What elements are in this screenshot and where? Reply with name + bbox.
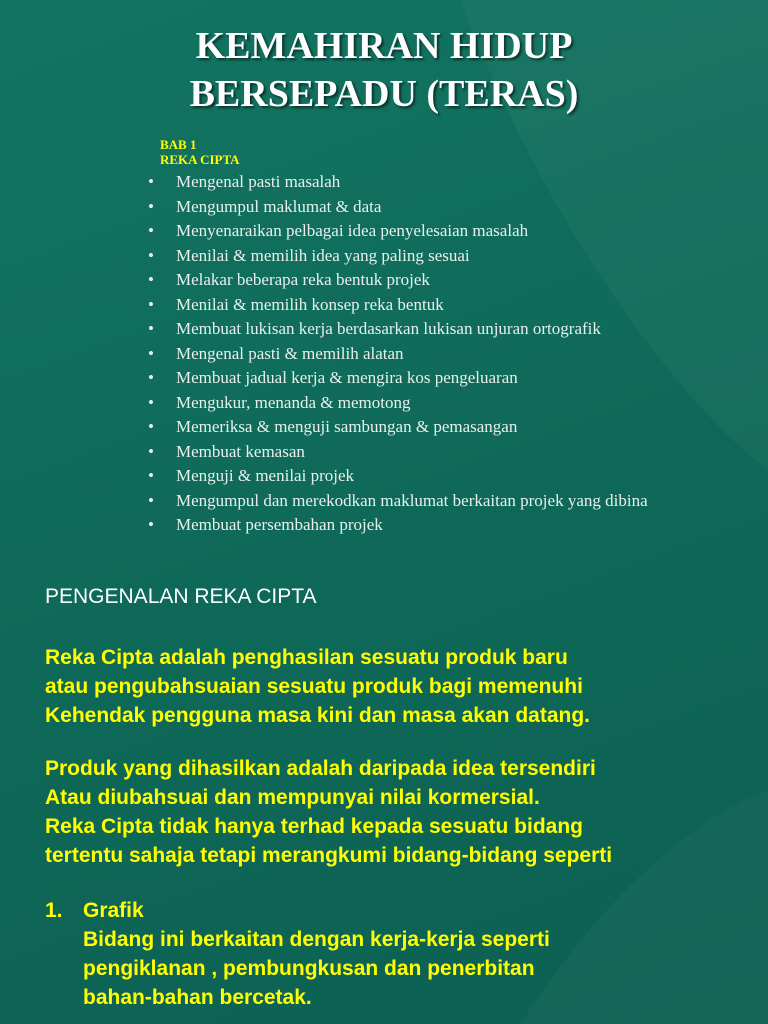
chapter-number: BAB 1	[160, 137, 197, 152]
bullet-item	[148, 345, 708, 363]
bullet-dot-icon: •	[148, 441, 154, 461]
bullet-dot-icon: •	[148, 172, 154, 191]
bullet-dot-icon: •	[148, 294, 154, 314]
step-list	[148, 173, 708, 541]
bullet-dot-icon: •	[148, 368, 154, 387]
intro-paragraph	[45, 643, 745, 730]
title-line-1: KEMAHIRAN HIDUP	[195, 25, 573, 67]
bullet-item	[148, 467, 708, 485]
bullet-text: Mengenal pasti & memilih alatan	[176, 343, 404, 363]
bullet-item	[148, 443, 708, 461]
bullet-item	[148, 198, 708, 216]
item-description-line: pengiklanan , pembungkusan dan penerbitan	[83, 957, 535, 980]
bullet-text: Membuat jadual kerja & mengira kos pengeluaran	[176, 368, 518, 387]
section-heading: PENGENALAN REKA CIPTA	[45, 585, 317, 608]
bullet-dot-icon: •	[148, 319, 154, 338]
bullet-text: Memeriksa & menguji sambungan & pemasangan	[176, 417, 518, 436]
paragraph-line: tertentu sahaja tetapi merangkumi bidang-bidang seperti	[45, 844, 613, 867]
bullet-text: Mengukur, menanda & memotong	[176, 392, 411, 412]
bullet-dot-icon: •	[148, 417, 154, 436]
bullet-item	[148, 369, 708, 387]
paragraph-line: Atau diubahsuai dan mempunyai nilai kormersial.	[45, 786, 540, 809]
paragraph-line: Kehendak pengguna masa kini dan masa akan datang.	[45, 704, 590, 727]
product-paragraph	[45, 754, 745, 870]
item-description-line: Bidang ini berkaitan dengan kerja-kerja seperti	[83, 928, 550, 951]
bullet-text: Menyenaraikan pelbagai idea penyelesaian masalah	[176, 221, 529, 240]
chapter-name: REKA CIPTA	[160, 152, 240, 167]
bullet-text: Mengumpul dan merekodkan maklumat berkaitan projek yang dibina	[176, 490, 648, 510]
bullet-item	[148, 222, 708, 240]
bullet-item	[148, 394, 708, 412]
bullet-text: Menilai & memilih idea yang paling sesuai	[176, 245, 470, 265]
bullet-text: Menilai & memilih konsep reka bentuk	[176, 294, 444, 314]
paragraph-line: atau pengubahsuaian sesuatu produk bagi memenuhi	[45, 675, 583, 698]
bullet-text: Membuat kemasan	[176, 441, 305, 461]
bullet-item	[148, 516, 708, 534]
bullet-text: Membuat lukisan kerja berdasarkan lukisan unjuran ortografik	[176, 319, 601, 338]
bullet-item	[148, 320, 708, 338]
numbered-item-grafik	[45, 896, 745, 1012]
item-title: Grafik	[83, 899, 144, 922]
bullet-text: Mengumpul maklumat & data	[176, 196, 382, 216]
title-line-2: BERSEPADU (TERAS)	[189, 73, 579, 115]
bullet-item	[148, 247, 708, 265]
chapter-label	[160, 137, 240, 167]
bullet-dot-icon: •	[148, 270, 154, 289]
bullet-dot-icon: •	[148, 392, 154, 412]
item-description-line: bahan-bahan bercetak.	[83, 986, 312, 1009]
bullet-item	[148, 173, 708, 191]
bullet-text: Membuat persembahan projek	[176, 515, 383, 534]
bullet-text: Melakar beberapa reka bentuk projek	[176, 270, 430, 289]
bullet-item	[148, 418, 708, 436]
bullet-text: Mengenal pasti masalah	[176, 172, 341, 191]
bullet-dot-icon: •	[148, 245, 154, 265]
bullet-dot-icon: •	[148, 196, 154, 216]
bullet-dot-icon: •	[148, 221, 154, 240]
item-number: 1.	[45, 899, 63, 922]
bullet-dot-icon: •	[148, 343, 154, 363]
bullet-item	[148, 271, 708, 289]
paragraph-line: Produk yang dihasilkan adalah daripada idea tersendiri	[45, 757, 596, 780]
bullet-dot-icon: •	[148, 466, 154, 485]
bullet-dot-icon: •	[148, 490, 154, 510]
paragraph-line: Reka Cipta adalah penghasilan sesuatu produk baru	[45, 646, 568, 669]
slide-title	[0, 22, 768, 118]
bullet-item	[148, 492, 708, 510]
bullet-item	[148, 296, 708, 314]
bullet-text: Menguji & menilai projek	[176, 466, 354, 485]
bullet-dot-icon: •	[148, 515, 154, 534]
paragraph-line: Reka Cipta tidak hanya terhad kepada sesuatu bidang	[45, 815, 583, 838]
